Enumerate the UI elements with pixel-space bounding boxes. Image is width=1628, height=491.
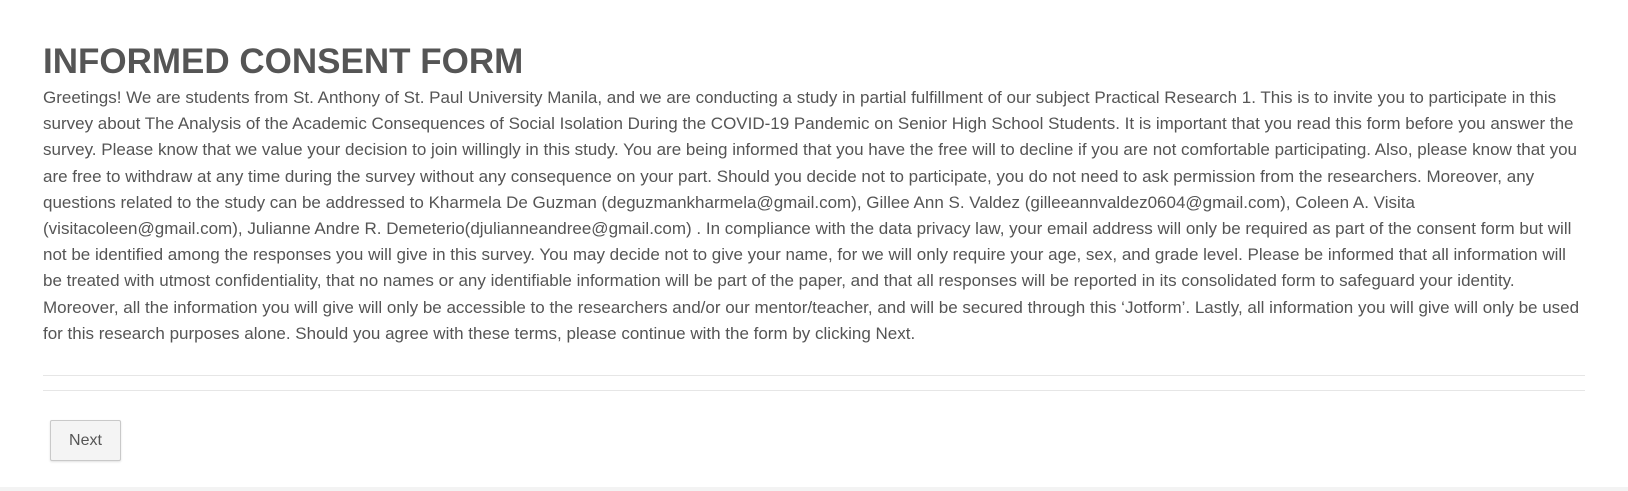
section-divider xyxy=(43,390,1585,391)
form-title: INFORMED CONSENT FORM xyxy=(43,42,524,81)
next-button[interactable]: Next xyxy=(50,420,121,461)
section-divider xyxy=(43,375,1585,376)
consent-paragraph: Greetings! We are students from St. Anthony of St. Paul University Manila, and we are conducting a study in partial fulfillment of our subject Practical Research 1. This is to invite you to participate in this survey about The Analysis of the Academic Consequences of Social Isolation During the COVID-19 Pandemic on Senior High School Students. It is important that you read this form before you answer the survey. Please know that we value your decision to join willingly in this study. You are being informed that you have the free will to decline if you are not comfortable participating. Also, please know that you are free to withdraw at any time during the survey without any consequence on your part. Should you decide not to participate, you do not need to ask permission from the researchers. Moreover, any questions related to the study can be addressed to Kharmela De Guzman (deguzmankharmela@gmail.com), Gillee Ann S. Valdez (gilleeannvaldez0604@gmail.com), Coleen A. Visita (visitacoleen@gmail.com), Julianne Andre R. Demeterio(djulianneandree@gmail.com) . In compliance with the data privacy law, your email address will only be required as part of the consent form but will not be identified among the responses you will give in this survey. You may decide not to give your name, for we will only require your age, sex, and grade level. Please be informed that all information will be treated with utmost confidentiality, that no names or any identifiable information will be part of the paper, and that all responses will be reported in its consolidated form to safeguard your identity. Moreover, all the information you will give will only be accessible to the researchers and/or our mentor/teacher, and will be secured through this ‘Jotform’. Lastly, all information you will give will only be used for this research purposes alone. Should you agree with these terms, please continue with the form by clicking Next. xyxy=(43,88,1580,343)
page-bottom-edge xyxy=(0,487,1628,491)
consent-form-section xyxy=(43,0,1585,347)
